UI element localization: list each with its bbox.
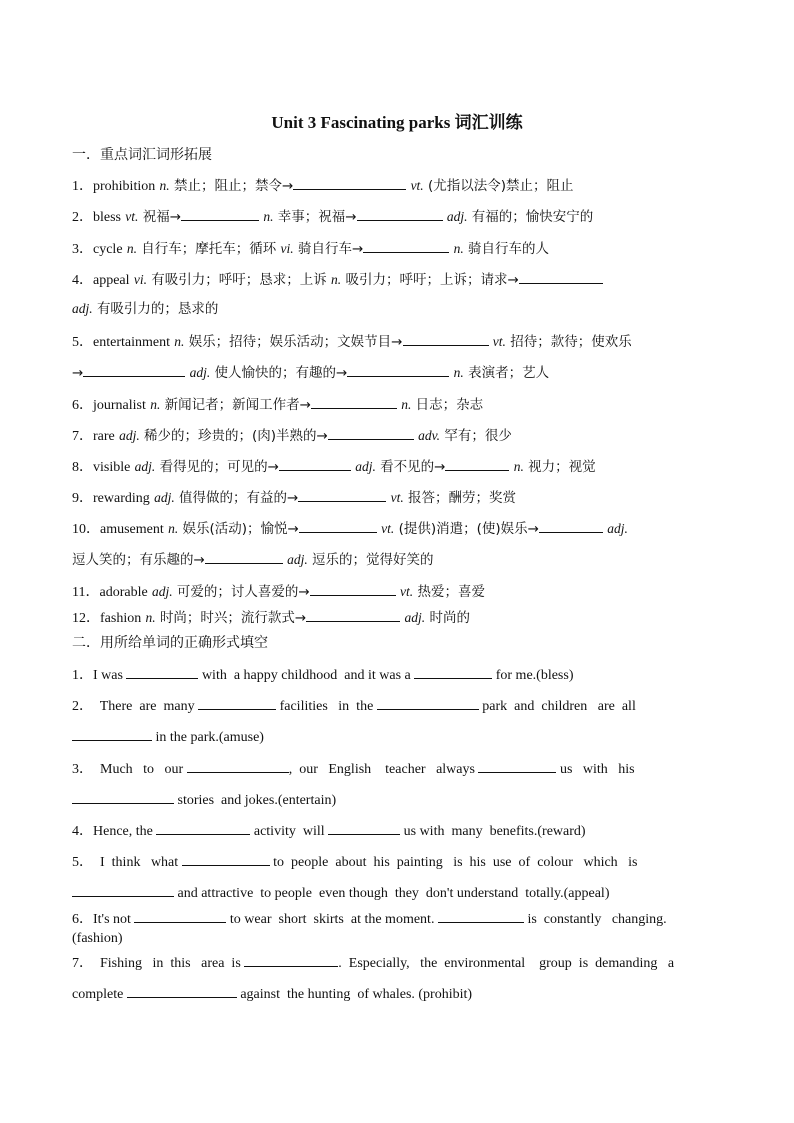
pos-label: n. [513, 459, 524, 474]
question-text: complete [72, 987, 124, 1002]
vocab-item-10-cont [72, 550, 724, 569]
definition: (尤指以法令)禁止；阻止 [427, 178, 574, 194]
page-title: Unit 3 Fascinating parks 词汇训练 [271, 113, 523, 132]
pos-label: n. [401, 397, 412, 412]
answer-blank[interactable] [181, 207, 259, 221]
question-text: 2． There are many [72, 699, 195, 714]
question-text: us with his [559, 762, 635, 777]
pos-label: vt. [410, 178, 424, 193]
question-text: (prohibit) [418, 987, 473, 1002]
definition: 稀少的；珍贵的；(肉)半熟的→ [144, 428, 328, 444]
definition: (提供)消遣；(使)娱乐→ [398, 521, 539, 537]
pos-label: n. [263, 209, 274, 224]
question-text: to wear short skirts at the moment. [229, 912, 435, 927]
section2-heading: 二．用所给单词的正确形式填空 [72, 635, 268, 651]
vocab-item-10 [72, 519, 724, 539]
definition: 逗乐的；觉得好笑的 [312, 552, 434, 568]
vocab-item-11 [72, 582, 724, 602]
definition: 视力；视觉 [528, 459, 596, 475]
answer-blank[interactable] [363, 239, 449, 253]
answer-blank[interactable] [328, 426, 414, 440]
answer-blank[interactable] [403, 332, 489, 346]
definition: 时尚；时兴；流行款式→ [159, 610, 307, 626]
question-text: for me.(bless) [495, 668, 574, 683]
item-num: 4． [72, 273, 93, 288]
vocab-item-4-cont [72, 300, 724, 318]
item-word: rare [93, 429, 115, 444]
definition: 热爱；喜爱 [417, 584, 485, 600]
definition: 时尚的 [429, 610, 470, 626]
definition: 招待；款待；使欢乐 [510, 334, 632, 350]
answer-blank[interactable] [156, 821, 250, 835]
question-2 [72, 696, 724, 716]
item-num: 3． [72, 242, 93, 257]
answer-blank[interactable] [298, 488, 386, 502]
answer-blank[interactable] [445, 457, 509, 471]
vocab-item-9 [72, 488, 724, 508]
vocab-item-12 [72, 608, 724, 628]
question-text: 5． I think what [72, 855, 179, 870]
item-word: rewarding [93, 491, 150, 506]
definition: 骑自行车的人 [468, 241, 549, 257]
pos-label: adj. [607, 521, 628, 536]
answer-blank[interactable] [438, 909, 524, 923]
vocab-item-5 [72, 332, 724, 352]
item-num: 9． [72, 491, 93, 506]
question-text: with a happy childhood and it was a [201, 668, 411, 683]
question-text: us with many benefits.(reward) [403, 824, 586, 839]
pos-label: adj. [72, 301, 93, 316]
item-num: 8． [72, 460, 93, 475]
answer-blank[interactable] [478, 759, 556, 773]
definition: 可爱的；讨人喜爱的→ [176, 584, 310, 600]
vocab-item-1 [72, 176, 724, 196]
pos-label: n. [145, 610, 156, 625]
answer-blank[interactable] [83, 363, 185, 377]
pos-label: vt. [492, 334, 506, 349]
answer-blank[interactable] [310, 582, 396, 596]
answer-blank[interactable] [134, 909, 226, 923]
pos-label: adj. [119, 428, 140, 443]
question-text: 7． Fishing in this area is [72, 956, 241, 971]
question-6 [72, 909, 724, 929]
item-num: 10． [72, 522, 100, 537]
definition: 值得做的；有益的→ [179, 490, 299, 506]
question-text: 1．I was [72, 668, 123, 683]
answer-blank[interactable] [244, 953, 338, 967]
pos-label: adv. [418, 428, 441, 443]
answer-blank[interactable] [127, 984, 237, 998]
item-word: journalist [93, 398, 146, 413]
pos-label: vt. [125, 209, 139, 224]
question-1 [72, 665, 724, 685]
pos-label: adj. [154, 490, 175, 505]
pos-label: adj. [446, 209, 468, 224]
answer-blank[interactable] [377, 696, 479, 710]
item-word: cycle [93, 242, 123, 257]
answer-blank[interactable] [182, 852, 270, 866]
vocab-item-6 [72, 395, 724, 415]
pos-label: vt. [390, 490, 404, 505]
pos-label: vt. [400, 584, 414, 599]
definition: 逗人笑的；有乐趣的→ [72, 552, 205, 568]
question-text: to people about his painting is his use of colour which is [273, 855, 638, 870]
pos-label: adj. [404, 610, 426, 625]
item-word: adorable [99, 585, 148, 600]
question-text: facilities in the [279, 699, 374, 714]
definition: 幸事；祝福→ [277, 209, 357, 225]
answer-blank[interactable] [347, 363, 449, 377]
question-5 [72, 852, 724, 872]
answer-blank[interactable] [187, 759, 289, 773]
item-num: 11． [72, 585, 100, 600]
question-text: and attractive to people even though they don't understand totally.(appeal) [177, 886, 610, 901]
question-text: activity will [253, 824, 325, 839]
question-4 [72, 821, 724, 841]
pos-label: vi. [133, 272, 147, 287]
vocab-item-3 [72, 239, 724, 259]
section1-heading: 一．重点词汇词形拓展 [72, 147, 212, 163]
pos-label: n. [453, 365, 464, 380]
item-word: prohibition [93, 179, 156, 194]
item-num: 1． [72, 179, 93, 194]
definition: 看得见的；可见的→ [159, 459, 279, 475]
pos-label: n. [126, 241, 137, 256]
vocab-item-4 [72, 270, 724, 290]
definition: 禁止；阻止；禁令→ [173, 178, 294, 194]
answer-blank[interactable] [126, 665, 198, 679]
question-7 [72, 953, 724, 973]
definition: 日志；杂志 [415, 397, 484, 413]
answer-blank[interactable] [299, 519, 377, 533]
item-word: fashion [100, 611, 142, 626]
item-word: bless [93, 210, 121, 225]
question-3-cont [72, 790, 724, 810]
question-3 [72, 759, 724, 779]
question-7-cont [72, 984, 724, 1004]
question-5-cont [72, 883, 724, 903]
question-2-cont [72, 727, 724, 747]
definition: 有福的；愉快安宁的 [471, 209, 594, 225]
pos-label: n. [150, 397, 161, 412]
answer-blank[interactable] [198, 696, 276, 710]
item-word: amusement [100, 522, 164, 537]
answer-blank[interactable] [357, 207, 443, 221]
question-text: stories and jokes.(entertain) [177, 793, 337, 808]
question-text: . Especially, the environmental group is demanding a [338, 956, 675, 971]
pos-label: adj. [151, 584, 173, 599]
pos-label: adj. [355, 459, 376, 474]
pos-label: vi. [280, 241, 294, 256]
answer-blank[interactable] [306, 608, 400, 622]
answer-blank[interactable] [72, 727, 152, 741]
question-text: in the park.(amuse) [155, 730, 264, 745]
answer-blank[interactable] [205, 550, 283, 564]
definition: 使人愉快的；有趣的→ [214, 365, 348, 381]
question-text: (fashion) [72, 931, 123, 946]
item-num: 6． [72, 398, 93, 413]
definition: 吸引力；呼吁；上诉；请求→ [345, 272, 519, 288]
answer-blank[interactable] [279, 457, 351, 471]
definition: 有吸引力的；恳求的 [96, 301, 219, 317]
answer-blank[interactable] [311, 395, 397, 409]
pos-label: adj. [134, 459, 156, 474]
question-text: 6．It's not [72, 912, 131, 927]
item-num: 12． [72, 611, 100, 626]
item-num: 5． [72, 335, 93, 350]
pos-label: n. [331, 272, 342, 287]
question-text: , our English teacher always [288, 762, 475, 777]
answer-blank[interactable] [328, 821, 400, 835]
definition: 祝福→ [142, 209, 182, 225]
pos-label: n. [159, 178, 170, 193]
definition: 骑自行车→ [297, 241, 364, 257]
answer-blank[interactable] [72, 883, 174, 897]
question-text: 4．Hence, the [72, 824, 153, 839]
pos-label: n. [174, 334, 185, 349]
vocab-item-2 [72, 207, 724, 227]
question-text: is constantly changing. [527, 912, 667, 927]
question-6-cont [72, 930, 724, 948]
definition: 有吸引力；呼吁；恳求；上诉 [151, 272, 327, 288]
item-word: entertainment [93, 335, 170, 350]
pos-label: adj. [287, 552, 308, 567]
vocab-item-5-cont [72, 363, 724, 382]
definition: 自行车；摩托车；循环 [141, 241, 277, 257]
answer-blank[interactable] [539, 519, 603, 533]
definition: 罕有；很少 [444, 428, 512, 444]
question-text: against the hunting of whales. [240, 987, 415, 1002]
answer-blank[interactable] [519, 270, 603, 284]
question-text: park and children are all [482, 699, 636, 714]
definition: 新闻记者；新闻工作者→ [164, 397, 311, 413]
pos-label: vt. [381, 521, 395, 536]
pos-label: n. [453, 241, 464, 256]
definition: 看不见的→ [380, 459, 446, 475]
vocab-item-8 [72, 457, 724, 477]
item-word: appeal [93, 273, 130, 288]
item-num: 2． [72, 210, 93, 225]
definition: 娱乐；招待；娱乐活动；文娱节目→ [188, 334, 403, 350]
pos-label: n. [168, 521, 179, 536]
answer-blank[interactable] [72, 790, 174, 804]
definition: 娱乐(活动)；愉悦→ [182, 521, 299, 537]
definition: 报答；酬劳；奖赏 [408, 490, 517, 506]
answer-blank[interactable] [414, 665, 492, 679]
vocab-item-7 [72, 426, 724, 446]
question-text: 3． Much to our [72, 762, 184, 777]
arrow-icon: → [72, 365, 84, 381]
item-num: 7． [72, 429, 93, 444]
definition: 表演者；艺人 [468, 365, 550, 381]
item-word: visible [93, 460, 131, 475]
pos-label: adj. [189, 365, 211, 380]
answer-blank[interactable] [293, 176, 406, 190]
